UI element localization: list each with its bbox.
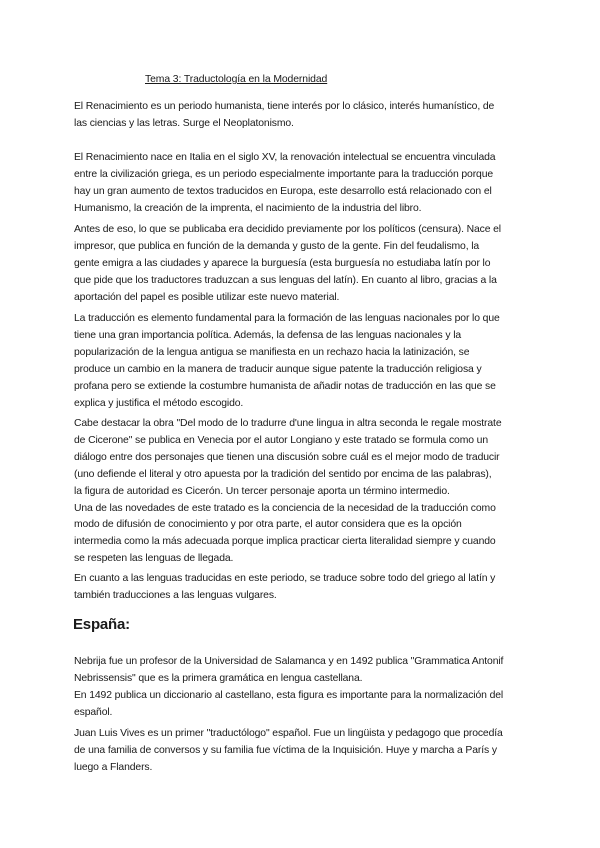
section-heading-espana: España: bbox=[73, 616, 130, 633]
text-line: las ciencias y las letras. Surge el Neoplatonismo. bbox=[74, 117, 294, 129]
text-line: produce un cambio en la manera de traducir aunque sigue patente la traducción religiosa y bbox=[74, 363, 482, 375]
text-line: impresor, que publica en función de la demanda y gusto de la gente. Fin del feudalismo, la bbox=[74, 240, 480, 252]
text-line: En cuanto a las lenguas traducidas en este periodo, se traduce sobre todo del griego al latín y bbox=[74, 573, 496, 584]
text-line: profana pero se extiende la costumbre humanista de añadir notas de traducción en las que se bbox=[74, 380, 496, 392]
text-line: de Cicerone" se publica en Venecia por el autor Longiano y este tratado se formula como un bbox=[74, 434, 488, 446]
text-line: intermedia como la más adecuada porque implica practicar cierta literalidad siempre y cuando bbox=[74, 536, 496, 548]
text-line: La traducción es elemento fundamental para la formación de las lenguas nacionales por lo que bbox=[74, 313, 500, 324]
paragraph-vives bbox=[74, 726, 532, 777]
text-line: El Renacimiento es un periodo humanista, tiene interés por lo clásico, interés humanístico, de bbox=[74, 101, 495, 112]
text-line: aportación del papel es posible utilizar este nuevo material. bbox=[74, 291, 340, 303]
text-line: entre la civilización griega, es un periodo especialmente importante para la traducción porque bbox=[74, 168, 494, 180]
text-line: Una de las novedades de este tratado es la conciencia de la necesidad de la traducción como bbox=[74, 502, 496, 514]
text-line: que pide que los traductores traduzcan a sus lenguas del latín). En cuanto al libro, gracias a la bbox=[74, 274, 497, 286]
text-line: Cabe destacar la obra "Del modo de lo tradurre d'une lingua in altra seconda le regale mostrate bbox=[74, 418, 502, 429]
paragraph-lenguas-nacionales bbox=[74, 311, 532, 412]
text-line: popularización de la lengua antigua se manifiesta en un rechazo hacia la latinización, se bbox=[74, 346, 470, 358]
text-line: modo de difusión de conocimiento y por otra parte, el autor considera que es la opción bbox=[74, 519, 462, 531]
text-line: El Renacimiento nace en Italia en el siglo XV, la renovación intelectual se encuentra vinculada bbox=[74, 152, 496, 163]
paragraph-lenguas-traducidas bbox=[74, 571, 532, 605]
paragraph-longiano bbox=[74, 416, 532, 568]
text-line: Nebrija fue un profesor de la Universidad de Salamanca y en 1492 publica "Grammatica Antonif bbox=[74, 656, 504, 667]
text-line: tiene una gran importancia política. Además, la defensa de las lenguas nacionales y la bbox=[74, 329, 462, 341]
text-line: la figura de autoridad es Cicerón. Un tercer personaje aporta un término intermedio. bbox=[74, 485, 450, 497]
text-line: Antes de eso, lo que se publicaba era decidido previamente por los políticos (censura). Nace el bbox=[74, 224, 501, 235]
text-line: se respeten las lenguas de llegada. bbox=[74, 553, 234, 565]
text-line: En 1492 publica un diccionario al castellano, esta figura es importante para la normalización del bbox=[74, 689, 504, 701]
text-line: también traducciones a las lenguas vulgares. bbox=[74, 589, 277, 601]
text-line: gente emigra a las ciudades y aparece la burguesía (esta burguesía no estudiaba latín por lo bbox=[74, 257, 491, 269]
text-line: español. bbox=[74, 706, 113, 718]
text-line: Juan Luis Vives es un primer "traductólogo" español. Fue un lingüista y pedagogo que procedía bbox=[74, 728, 503, 739]
text-line: hay un gran aumento de textos traducidos en Europa, este desarrollo está relacionado con el bbox=[74, 185, 492, 197]
text-line: Nebrissensis" que es la primera gramática en lengua castellana. bbox=[74, 672, 363, 684]
text-line: de una familia de conversos y su familia fue víctima de la Inquisición. Huye y marcha a París y bbox=[74, 744, 497, 756]
document-title: Tema 3: Traductología en la Modernidad bbox=[145, 74, 328, 85]
paragraph-renacimiento-intro bbox=[74, 99, 532, 133]
text-line: Humanismo, la creación de la imprenta, el nacimiento de la industria del libro. bbox=[74, 202, 422, 214]
text-line: (uno defiende el literal y otro apuesta por la tradición del sentido por encima de las palabras), bbox=[74, 468, 492, 480]
paragraph-imprenta bbox=[74, 222, 532, 307]
paragraph-nebrija bbox=[74, 654, 532, 722]
text-line: explica y justifica el método escogido. bbox=[74, 397, 244, 409]
text-line: luego a Flanders. bbox=[74, 761, 153, 773]
paragraph-renacimiento-italia bbox=[74, 150, 532, 218]
text-line: diálogo entre dos personajes que tienen una discusión sobre cuál es el mejor modo de traducir bbox=[74, 451, 500, 463]
